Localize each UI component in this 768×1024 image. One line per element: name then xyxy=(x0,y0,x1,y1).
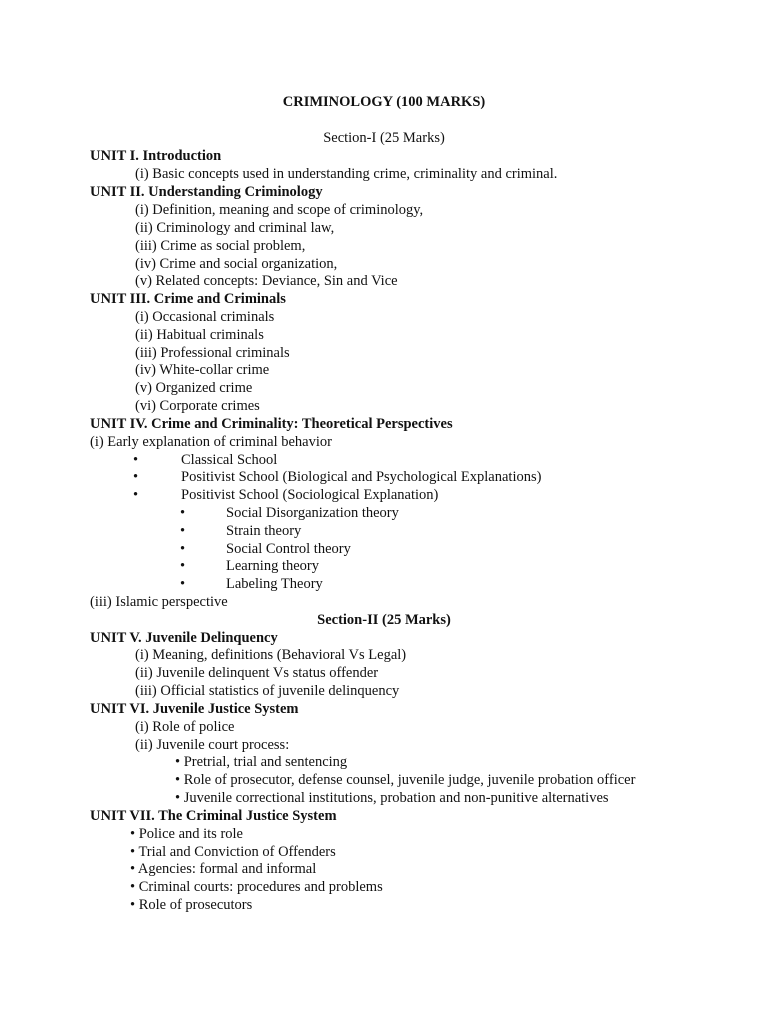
list-item xyxy=(0,451,768,469)
list-item: (vi) Corporate crimes xyxy=(135,398,260,414)
list-item: (i) Basic concepts used in understanding crime, criminality and criminal. xyxy=(135,166,558,182)
unit-2-heading: UNIT II. Understanding Criminology xyxy=(90,184,323,200)
list-item: • Trial and Conviction of Offenders xyxy=(130,844,336,860)
list-item xyxy=(0,557,768,575)
theory-label: Labeling Theory xyxy=(226,576,323,592)
list-item: (v) Organized crime xyxy=(135,380,253,396)
list-item: (i) Early explanation of criminal behavior xyxy=(90,434,332,450)
school-label: Positivist School (Biological and Psychological Explanations) xyxy=(181,469,542,485)
list-item xyxy=(0,504,768,522)
list-item: (iii) Professional criminals xyxy=(135,345,290,361)
bullet-mark: • xyxy=(180,576,186,592)
unit-4-heading: UNIT IV. Crime and Criminality: Theoretical Perspectives xyxy=(90,416,453,432)
section-i-heading: Section-I (25 Marks) xyxy=(323,130,445,146)
bullet-mark: • xyxy=(133,469,139,485)
list-item: • Role of prosecutor, defense counsel, juvenile judge, juvenile probation officer xyxy=(175,772,636,788)
list-item: (iii) Crime as social problem, xyxy=(135,238,306,254)
list-item: • Criminal courts: procedures and problems xyxy=(130,879,383,895)
bullet-mark: • xyxy=(133,487,139,503)
unit-6-heading: UNIT VI. Juvenile Justice System xyxy=(90,701,299,717)
list-item: • Police and its role xyxy=(130,826,243,842)
bullet-mark: • xyxy=(133,452,139,468)
list-item: (v) Related concepts: Deviance, Sin and Vice xyxy=(135,273,398,289)
bullet-mark: • xyxy=(180,505,186,521)
list-item: (i) Definition, meaning and scope of criminology, xyxy=(135,202,424,218)
list-item: • Agencies: formal and informal xyxy=(130,861,317,877)
list-item: (i) Meaning, definitions (Behavioral Vs Legal) xyxy=(135,647,407,663)
theory-label: Social Control theory xyxy=(226,541,351,557)
list-item: (iii) Official statistics of juvenile delinquency xyxy=(135,683,400,699)
theory-label: Learning theory xyxy=(226,558,320,574)
list-item: (ii) Juvenile delinquent Vs status offender xyxy=(135,665,379,681)
list-item: • Pretrial, trial and sentencing xyxy=(175,754,348,770)
list-item: (iv) White-collar crime xyxy=(135,362,270,378)
list-item: (ii) Habitual criminals xyxy=(135,327,264,343)
unit-1-heading: UNIT I. Introduction xyxy=(90,148,222,164)
list-item: (ii) Juvenile court process: xyxy=(135,737,290,753)
list-item: (iii) Islamic perspective xyxy=(90,594,228,610)
page-title: CRIMINOLOGY (100 MARKS) xyxy=(282,94,486,110)
theory-label: Social Disorganization theory xyxy=(226,505,399,521)
theory-label: Strain theory xyxy=(226,523,302,539)
list-item xyxy=(0,486,768,504)
list-item: • Juvenile correctional institutions, probation and non-punitive alternatives xyxy=(175,790,609,806)
list-item xyxy=(0,540,768,558)
section-ii-heading: Section-II (25 Marks) xyxy=(317,612,451,628)
list-item: (i) Occasional criminals xyxy=(135,309,275,325)
unit-7-heading: UNIT VII. The Criminal Justice System xyxy=(90,808,337,824)
list-item xyxy=(0,468,768,486)
list-item: (i) Role of police xyxy=(135,719,235,735)
list-item xyxy=(0,522,768,540)
list-item: (iv) Crime and social organization, xyxy=(135,256,338,272)
list-item: (ii) Criminology and criminal law, xyxy=(135,220,335,236)
school-label: Classical School xyxy=(181,452,278,468)
bullet-mark: • xyxy=(180,541,186,557)
list-item: • Role of prosecutors xyxy=(130,897,253,913)
school-label: Positivist School (Sociological Explanation) xyxy=(181,487,439,503)
list-item xyxy=(0,575,768,593)
unit-3-heading: UNIT III. Crime and Criminals xyxy=(90,291,286,307)
unit-5-heading: UNIT V. Juvenile Delinquency xyxy=(90,630,278,646)
bullet-mark: • xyxy=(180,523,186,539)
bullet-mark: • xyxy=(180,558,186,574)
